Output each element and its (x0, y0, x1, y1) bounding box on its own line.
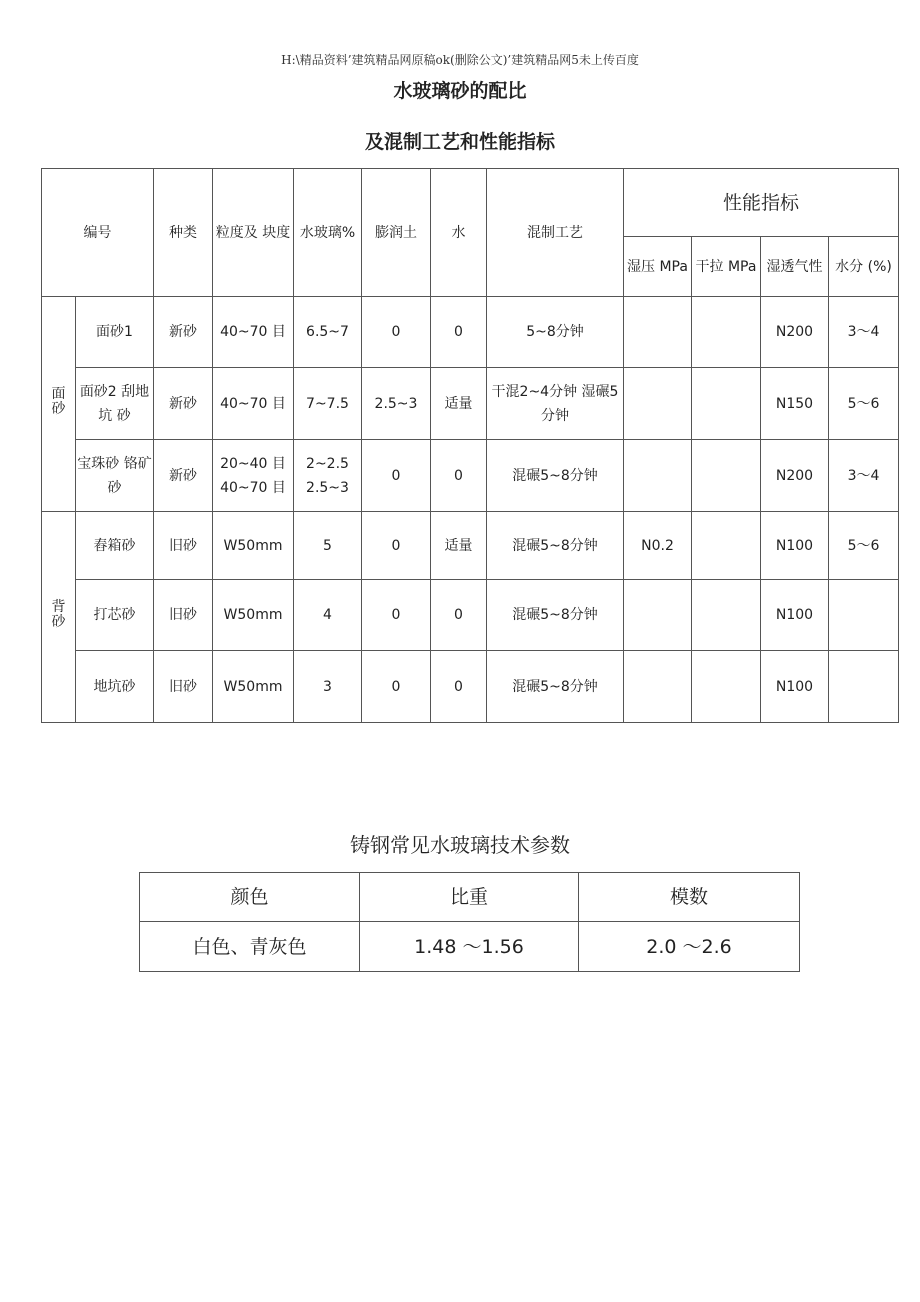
cell-grain: 40~70 目 (213, 368, 294, 440)
cell-water: 0 (431, 440, 487, 512)
cell-water: 适量 (431, 368, 487, 440)
cell-water-glass: 4 (294, 580, 362, 651)
cell-type: 新砂 (154, 440, 213, 512)
param-value-density: 1.48 〜1.56 (360, 922, 579, 972)
cell-name: 打芯砂 (76, 580, 154, 651)
cell-grain: 40~70 目 (213, 297, 294, 368)
cell-bentonite: 0 (362, 512, 431, 580)
cell-wet-compress (624, 651, 692, 723)
cell-permeability: N150 (761, 368, 829, 440)
param-value-color: 白色、青灰色 (140, 922, 360, 972)
cell-grain: W50mm (213, 651, 294, 723)
cell-type: 旧砂 (154, 580, 213, 651)
cell-moisture: 5〜6 (829, 512, 899, 580)
param-header-density: 比重 (360, 873, 579, 922)
cell-process: 干混2~4分钟 湿碾5分钟 (487, 368, 624, 440)
cell-bentonite: 2.5~3 (362, 368, 431, 440)
cell-moisture: 5〜6 (829, 368, 899, 440)
cell-wet-compress (624, 368, 692, 440)
cell-water: 0 (431, 580, 487, 651)
cell-wet-compress: N0.2 (624, 512, 692, 580)
cell-dry-tensile (692, 580, 761, 651)
header-id: 编号 (42, 169, 154, 297)
cell-wet-compress (624, 580, 692, 651)
table-row (42, 651, 899, 723)
cell-moisture: 3〜4 (829, 297, 899, 368)
param-section-title: 铸钢常见水玻璃技术参数 (350, 833, 570, 857)
cell-process: 混碾5~8分钟 (487, 651, 624, 723)
cell-permeability: N200 (761, 440, 829, 512)
cell-water-glass: 6.5~7 (294, 297, 362, 368)
cell-type: 旧砂 (154, 512, 213, 580)
cell-water-glass: 3 (294, 651, 362, 723)
table-row (42, 297, 899, 368)
cell-moisture (829, 651, 899, 723)
header-type: 种类 (154, 169, 213, 297)
cell-grain: 20~40 目 40~70 目 (213, 440, 294, 512)
cell-permeability: N100 (761, 512, 829, 580)
group-label-back-sand (42, 512, 76, 723)
cell-type: 新砂 (154, 368, 213, 440)
cell-dry-tensile (692, 297, 761, 368)
cell-water: 0 (431, 651, 487, 723)
cell-process: 混碾5~8分钟 (487, 440, 624, 512)
cell-bentonite: 0 (362, 297, 431, 368)
table-row (42, 440, 899, 512)
cell-permeability: N100 (761, 580, 829, 651)
cell-moisture (829, 580, 899, 651)
table-row (42, 580, 899, 651)
cell-water-glass: 7~7.5 (294, 368, 362, 440)
cell-water-glass: 2~2.5 2.5~3 (294, 440, 362, 512)
cell-name: 舂箱砂 (76, 512, 154, 580)
cell-dry-tensile (692, 368, 761, 440)
cell-water: 适量 (431, 512, 487, 580)
file-path-header: H:\精品资料’建筑精品网原稿ok(删除公文)’建筑精品网5未上传百度 (281, 53, 639, 67)
cell-process: 混碾5~8分钟 (487, 580, 624, 651)
header-wet-compress: 湿压 MPa (624, 237, 692, 297)
table-row (42, 512, 899, 580)
cell-type: 旧砂 (154, 651, 213, 723)
cell-type: 新砂 (154, 297, 213, 368)
page-title: 水玻璃砂的配比 (393, 80, 527, 102)
mix-ratio-table (41, 168, 899, 723)
water-glass-param-table (139, 872, 800, 972)
cell-name: 面砂1 (76, 297, 154, 368)
cell-name: 地坑砂 (76, 651, 154, 723)
header-moisture: 水分 (%) (829, 237, 899, 297)
cell-process: 混碾5~8分钟 (487, 512, 624, 580)
cell-water-glass: 5 (294, 512, 362, 580)
header-bentonite: 膨润土 (362, 169, 431, 297)
cell-grain: W50mm (213, 512, 294, 580)
cell-dry-tensile (692, 440, 761, 512)
cell-wet-compress (624, 440, 692, 512)
header-water-glass: 水玻璃% (294, 169, 362, 297)
header-permeability: 湿透气性 (761, 237, 829, 297)
page-subtitle: 及混制工艺和性能指标 (364, 131, 555, 153)
header-performance: 性能指标 (624, 169, 899, 237)
group-label-text: 面砂 (51, 386, 66, 417)
param-header-color: 颜色 (140, 873, 360, 922)
group-label-text: 背砂 (51, 599, 66, 630)
cell-wet-compress (624, 297, 692, 368)
cell-water: 0 (431, 297, 487, 368)
cell-bentonite: 0 (362, 440, 431, 512)
table-row (42, 368, 899, 440)
cell-name: 宝珠砂 铬矿砂 (76, 440, 154, 512)
cell-moisture: 3〜4 (829, 440, 899, 512)
group-label-face-sand (42, 297, 76, 512)
header-dry-tensile: 干拉 MPa (692, 237, 761, 297)
header-water: 水 (431, 169, 487, 297)
cell-bentonite: 0 (362, 651, 431, 723)
param-value-modulus: 2.0 〜2.6 (579, 922, 800, 972)
cell-dry-tensile (692, 512, 761, 580)
cell-name: 面砂2 刮地坑 砂 (76, 368, 154, 440)
header-grain: 粒度及 块度 (213, 169, 294, 297)
cell-permeability: N100 (761, 651, 829, 723)
cell-dry-tensile (692, 651, 761, 723)
cell-bentonite: 0 (362, 580, 431, 651)
cell-grain: W50mm (213, 580, 294, 651)
cell-process: 5~8分钟 (487, 297, 624, 368)
param-header-modulus: 模数 (579, 873, 800, 922)
header-process: 混制工艺 (487, 169, 624, 297)
cell-permeability: N200 (761, 297, 829, 368)
